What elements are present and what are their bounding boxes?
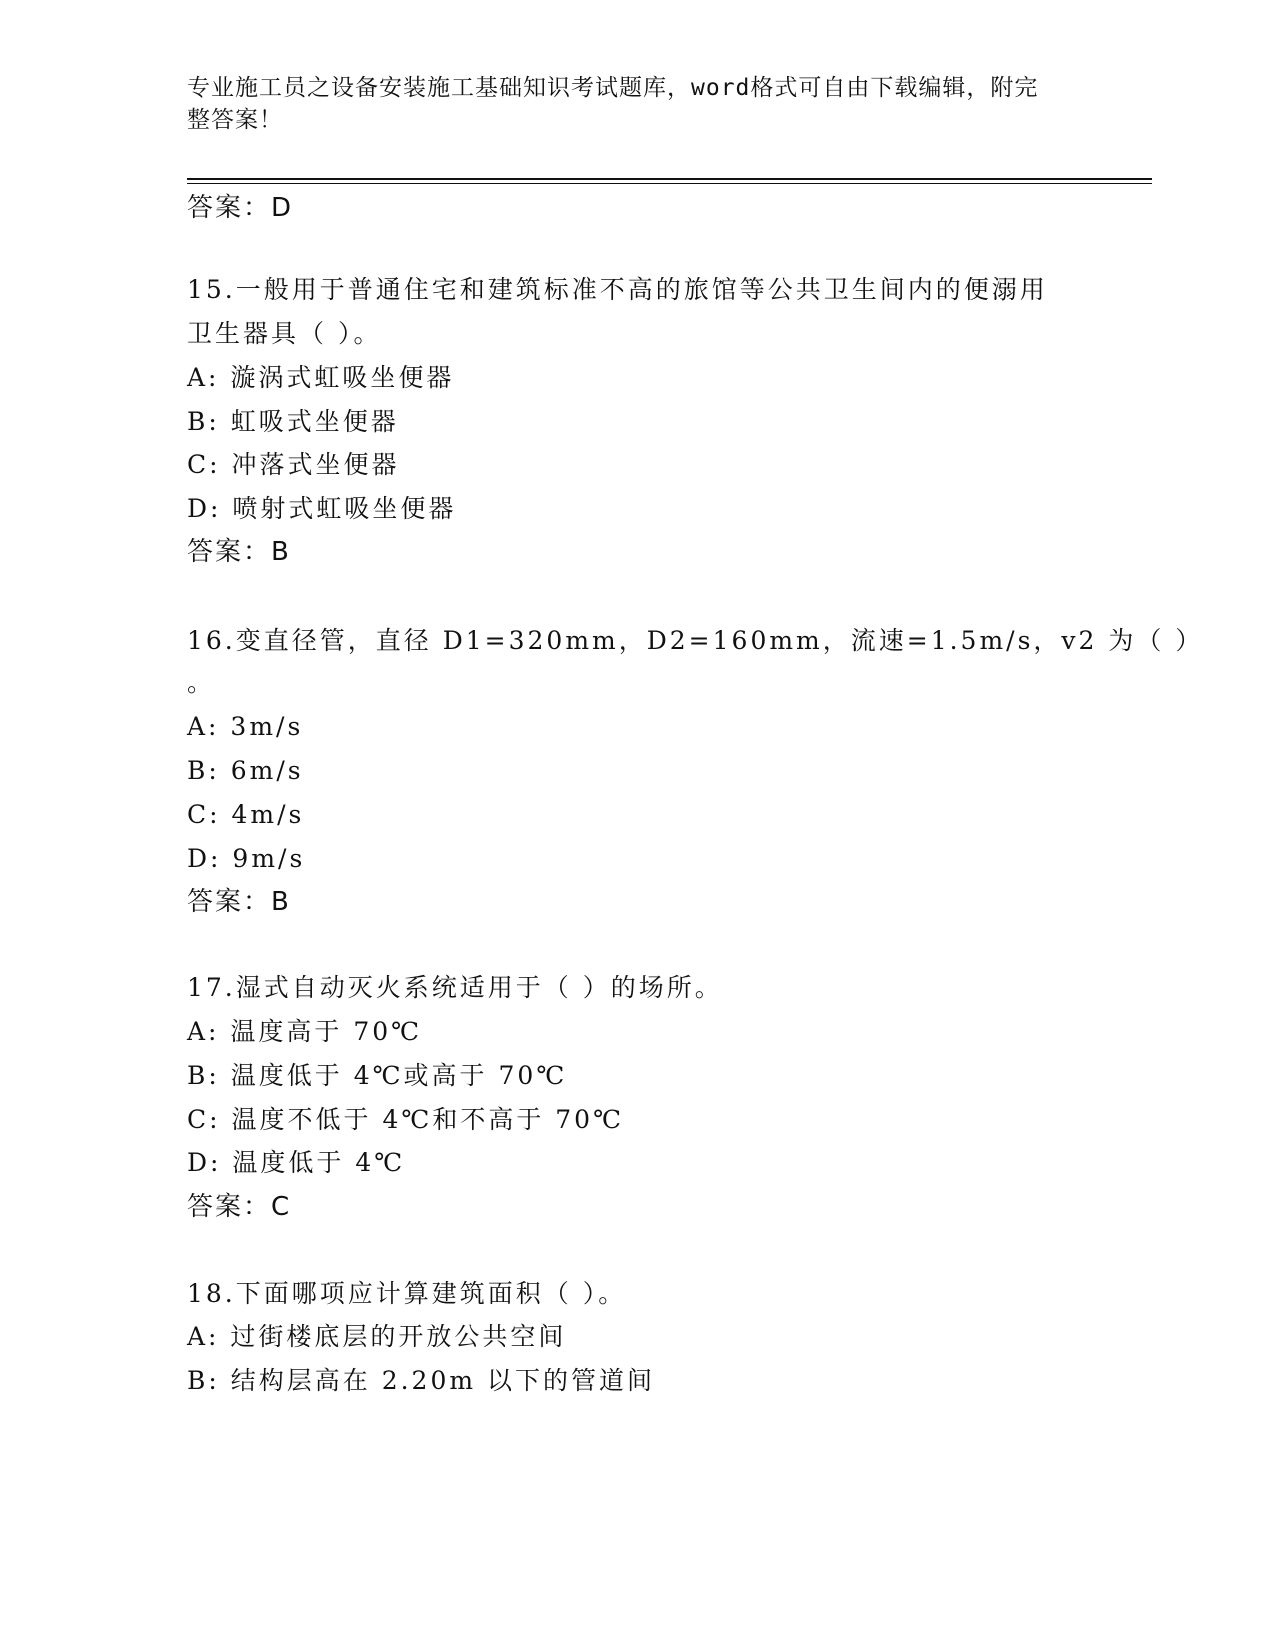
question-17-option-a: A: 温度高于 70℃ [187, 1017, 423, 1046]
answer-q15: 答案：B [187, 537, 291, 567]
question-16-option-c: C: 4m/s [187, 800, 305, 829]
document-header [187, 72, 1067, 136]
question-16-stem-line-2: 。 [187, 668, 216, 697]
answer-q17: 答案：C [187, 1192, 292, 1222]
answer-q16: 答案：B [187, 887, 291, 917]
question-15-option-b: B: 虹吸式坐便器 [187, 407, 399, 436]
header-rule-thin [187, 183, 1152, 184]
header-line-1: 专业施工员之设备安装施工基础知识考试题库，word格式可自由下载编辑，附完 [187, 75, 1039, 101]
question-16-option-a: A: 3m/s [187, 712, 304, 741]
question-16-option-d: D: 9m/s [187, 844, 306, 873]
question-18-option-a: A: 过街楼底层的开放公共空间 [187, 1322, 567, 1351]
question-17-stem-line-1: 17.湿式自动灭火系统适用于（ ）的场所。 [187, 973, 723, 1002]
question-16-stem-line-1: 16.变直径管，直径 D1=320mm，D2=160mm，流速=1.5m/s，v2 为（ ） [187, 626, 1204, 655]
header-rule [187, 178, 1152, 180]
question-17-option-b: B: 温度低于 4℃或高于 70℃ [187, 1061, 568, 1090]
question-15-option-d: D: 喷射式虹吸坐便器 [187, 494, 457, 523]
answer-q14: 答案：D [187, 193, 294, 223]
question-16-option-b: B: 6m/s [187, 756, 304, 785]
question-18-stem-line-1: 18.下面哪项应计算建筑面积（ ）。 [187, 1279, 627, 1308]
question-17-option-d: D: 温度低于 4℃ [187, 1148, 406, 1177]
question-17-option-c: C: 温度不低于 4℃和不高于 70℃ [187, 1105, 625, 1134]
question-18-option-b: B: 结构层高在 2.20m 以下的管道间 [187, 1366, 656, 1395]
question-15-option-a: A: 漩涡式虹吸坐便器 [187, 363, 455, 392]
question-15-stem-line-2: 卫生器具（ ）。 [187, 319, 382, 348]
header-line-2: 整答案！ [187, 107, 283, 133]
question-15-option-c: C: 冲落式坐便器 [187, 450, 400, 479]
question-15-stem-line-1: 15.一般用于普通住宅和建筑标准不高的旅馆等公共卫生间内的便溺用 [187, 275, 1048, 304]
